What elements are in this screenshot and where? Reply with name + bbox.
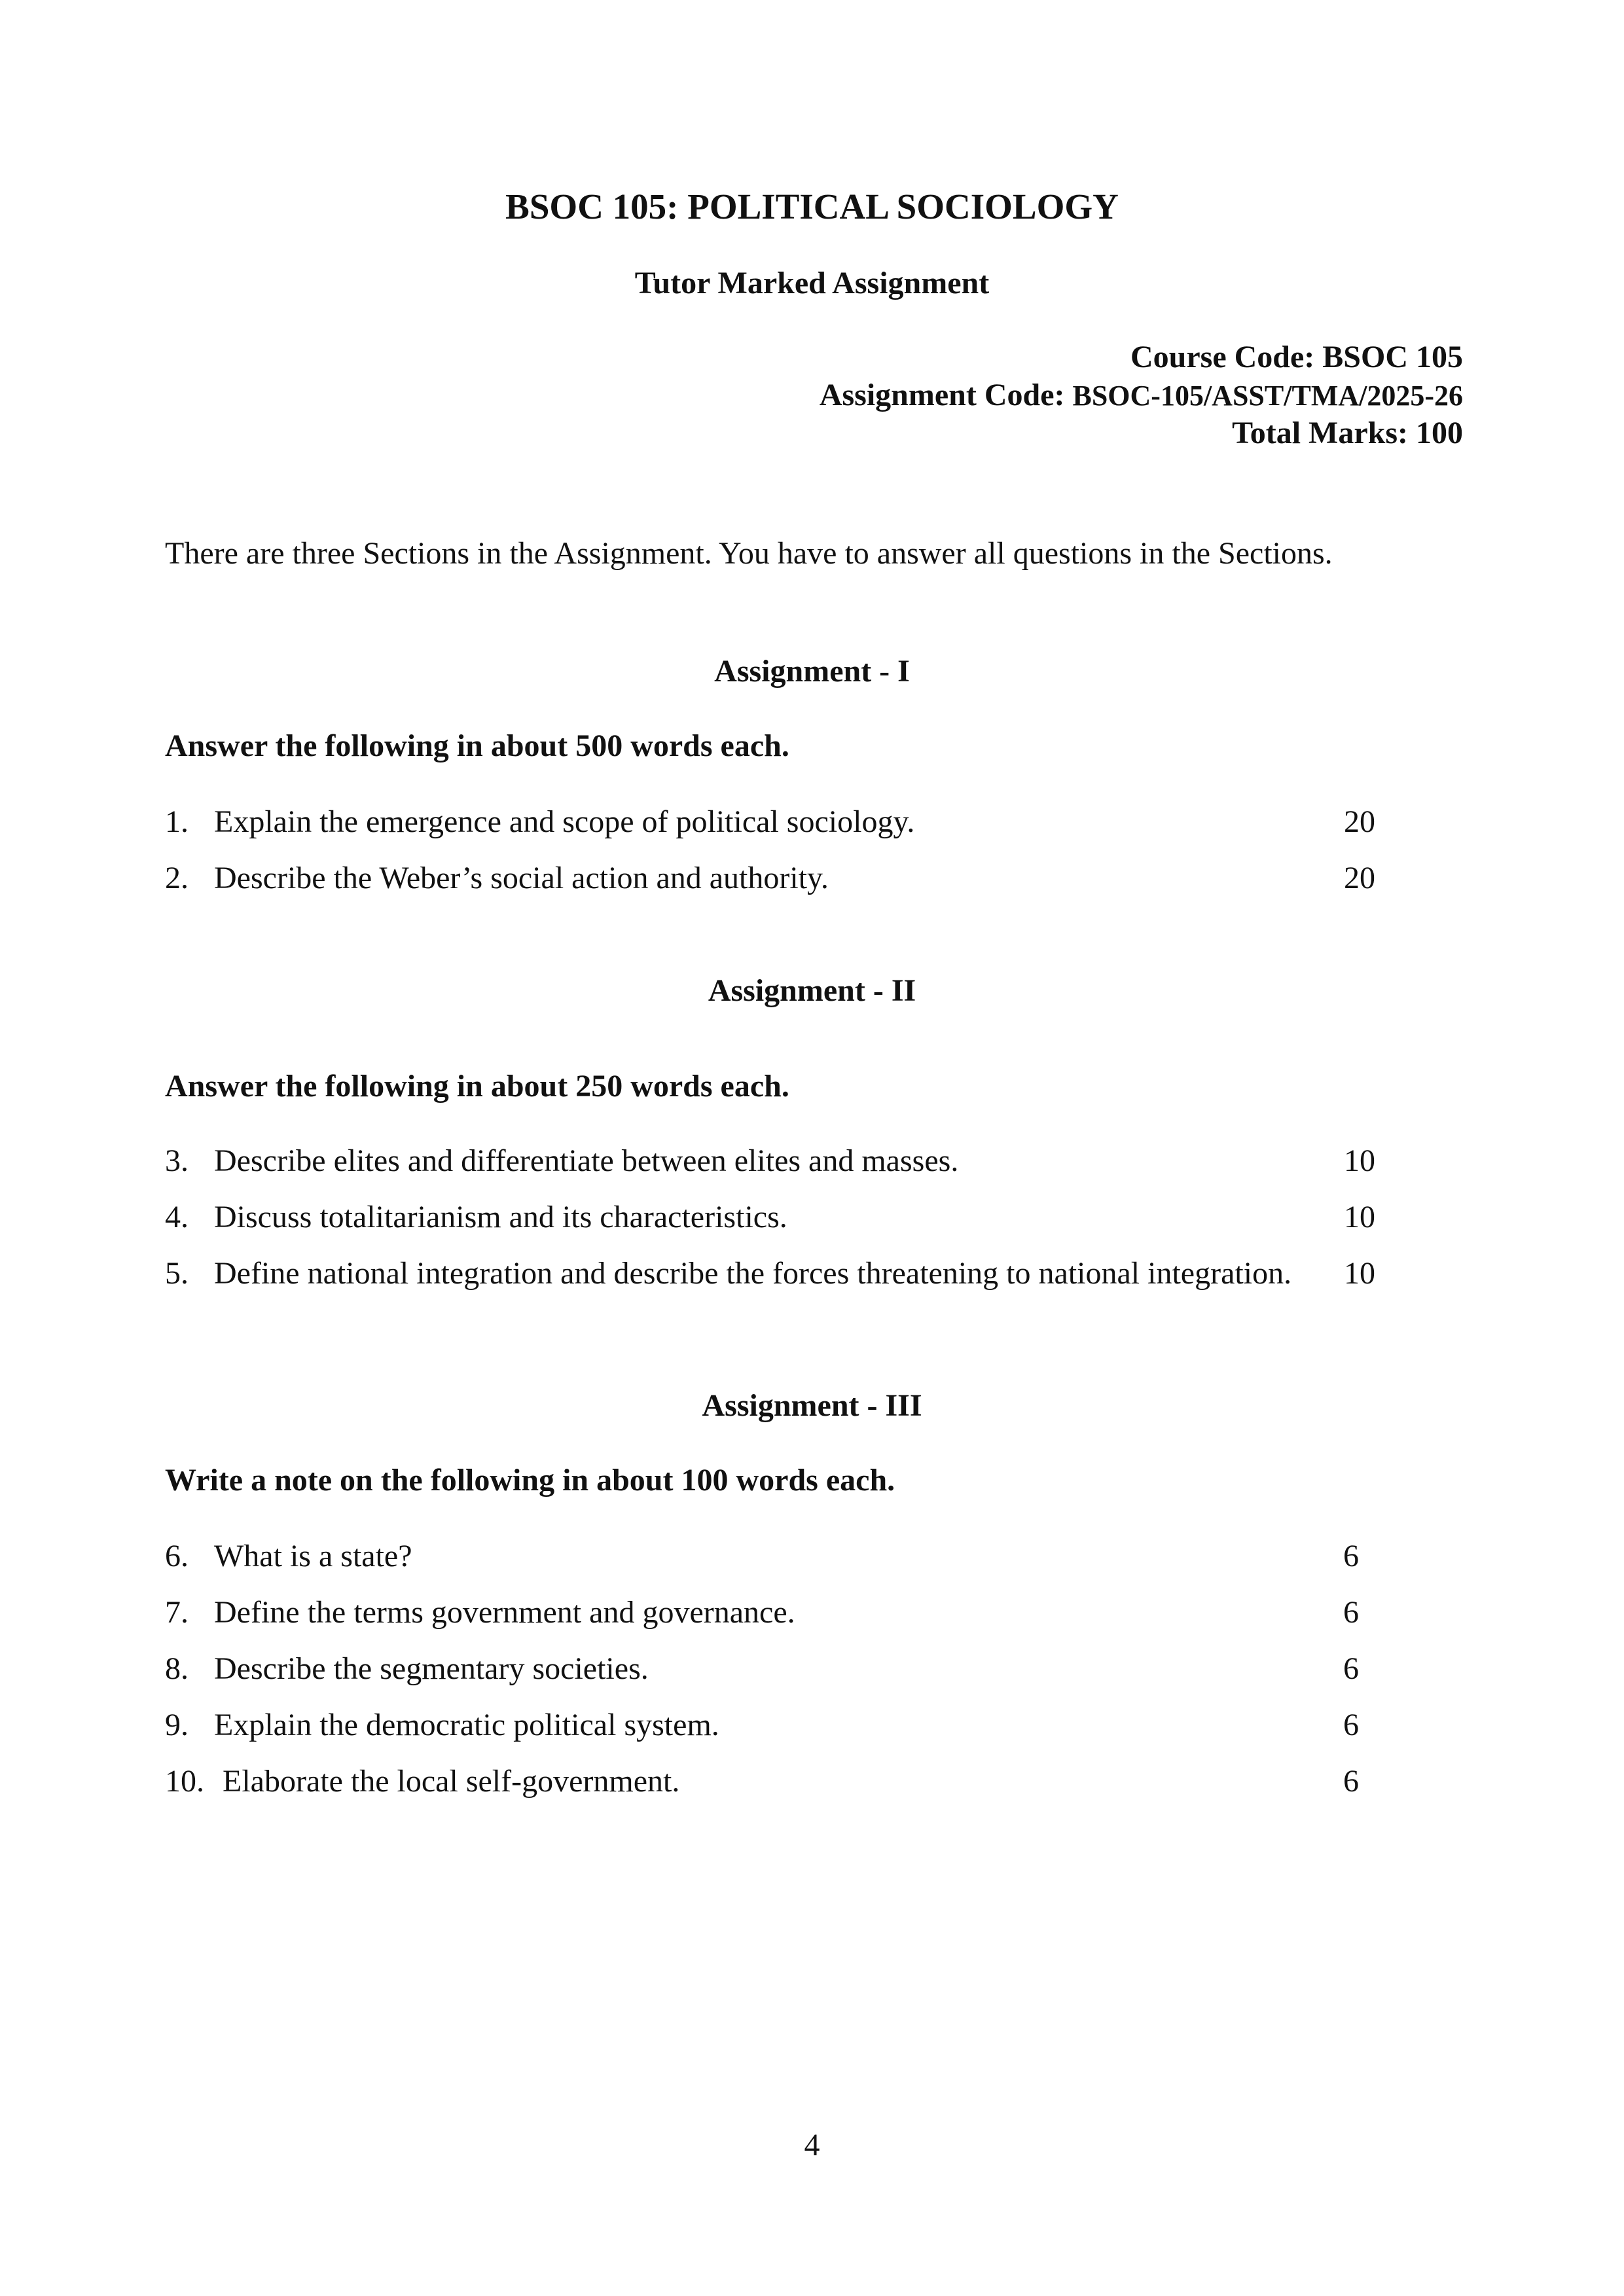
question-marks: 10 — [1344, 1256, 1375, 1291]
question-text: Define national integration and describe the forces threatening to national integration. — [214, 1256, 1292, 1291]
question-text: Explain the emergence and scope of political sociology. — [214, 804, 915, 839]
question-text: Discuss totalitarianism and its characteristics. — [214, 1200, 787, 1234]
section-heading-2: Assignment - II — [708, 973, 916, 1008]
question-number: 5. — [165, 1256, 189, 1291]
question-row — [165, 1593, 1382, 1632]
question-row — [165, 802, 1382, 842]
question-number: 10. — [165, 1764, 204, 1799]
assignment-code-label: Assignment Code: — [819, 378, 1073, 412]
question-number: 6. — [165, 1539, 189, 1573]
question-number: 2. — [165, 861, 189, 895]
question-number: 3. — [165, 1143, 189, 1178]
question-marks: 10 — [1344, 1200, 1375, 1234]
question-text: Define the terms government and governance. — [214, 1595, 795, 1630]
section-instruction-2: Answer the following in about 250 words each. — [165, 1069, 789, 1103]
assignment-code — [820, 376, 1463, 416]
question-row — [165, 1198, 1382, 1237]
question-text: Describe elites and differentiate between elites and masses. — [214, 1143, 959, 1178]
question-number: 9. — [165, 1708, 189, 1742]
question-row — [165, 1706, 1382, 1745]
assignment-subtitle: Tutor Marked Assignment — [634, 266, 990, 300]
intro-text: There are three Sections in the Assignment. You have to answer all questions in the Sections. — [165, 536, 1333, 571]
question-number: 4. — [165, 1200, 189, 1234]
question-row — [165, 1762, 1382, 1801]
question-text: Elaborate the local self-government. — [223, 1764, 680, 1799]
question-marks: 10 — [1344, 1143, 1375, 1178]
question-marks: 6 — [1343, 1595, 1359, 1630]
question-marks: 6 — [1343, 1764, 1359, 1799]
question-row — [165, 859, 1382, 898]
question-number: 8. — [165, 1651, 189, 1686]
question-marks: 6 — [1343, 1539, 1359, 1573]
page-number: 4 — [804, 2128, 820, 2162]
course-code: Course Code: BSOC 105 — [1130, 340, 1463, 374]
question-marks: 20 — [1344, 861, 1375, 895]
assignment-code-value: BSOC-105/ASST/TMA/2025-26 — [1072, 380, 1463, 412]
question-marks: 20 — [1344, 804, 1375, 839]
question-row — [165, 1141, 1382, 1181]
question-text: Describe the Weber’s social action and authority. — [214, 861, 829, 895]
question-row — [165, 1649, 1382, 1689]
question-row — [165, 1254, 1382, 1293]
section-instruction-1: Answer the following in about 500 words each. — [165, 728, 789, 763]
question-number: 7. — [165, 1595, 189, 1630]
section-heading-3: Assignment - III — [702, 1388, 922, 1423]
course-title: BSOC 105: POLITICAL SOCIOLOGY — [505, 187, 1119, 226]
question-marks: 6 — [1343, 1651, 1359, 1686]
question-text: Explain the democratic political system. — [214, 1708, 719, 1742]
section-instruction-3: Write a note on the following in about 100 words each. — [165, 1463, 895, 1498]
question-marks: 6 — [1343, 1708, 1359, 1742]
question-text: What is a state? — [214, 1539, 412, 1573]
question-number: 1. — [165, 804, 189, 839]
section-heading-1: Assignment - I — [714, 654, 910, 689]
question-row — [165, 1537, 1382, 1576]
question-text: Describe the segmentary societies. — [214, 1651, 649, 1686]
total-marks: Total Marks: 100 — [1232, 416, 1463, 450]
